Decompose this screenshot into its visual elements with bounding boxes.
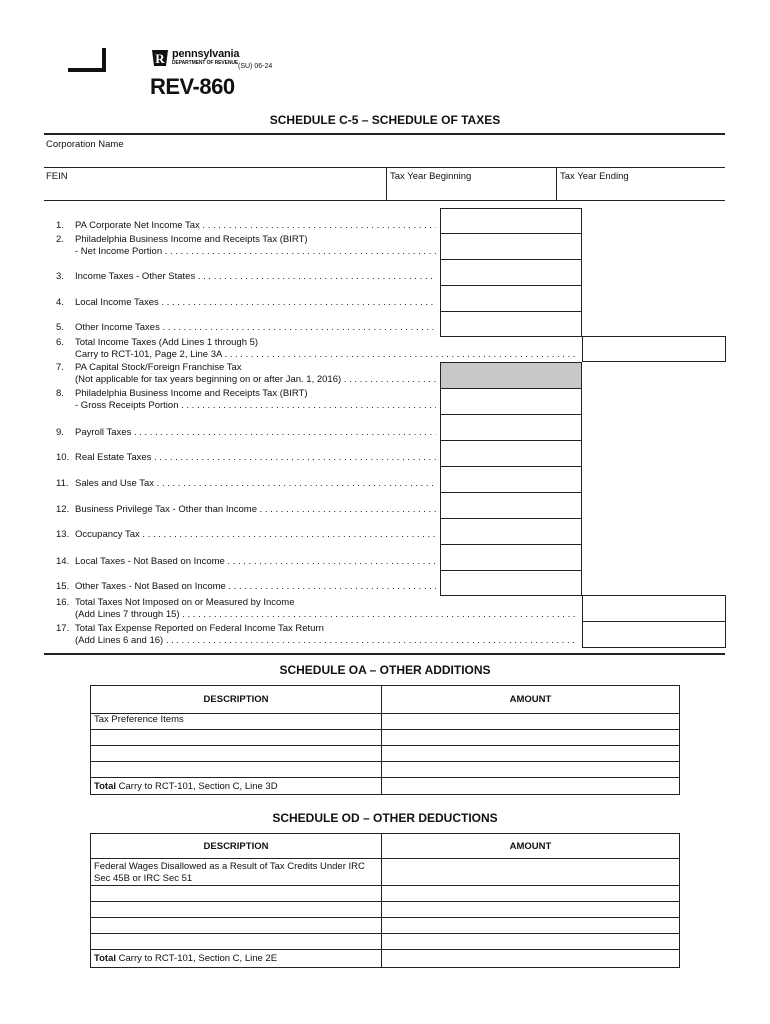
od-total-amount[interactable]	[382, 950, 680, 968]
corporation-name-field[interactable]	[150, 137, 724, 165]
line-number: 11.	[56, 478, 69, 489]
schedule-oa-title: SCHEDULE OA – OTHER ADDITIONS	[279, 663, 491, 677]
od-row-description[interactable]	[91, 918, 382, 934]
schedule-c5-title: SCHEDULE C-5 – SCHEDULE OF TAXES	[269, 113, 501, 127]
oa-row-description[interactable]	[91, 730, 382, 746]
line-number: 9.	[56, 427, 64, 438]
department-name: DEPARTMENT OF REVENUE	[172, 60, 239, 66]
line-17-amount[interactable]	[582, 621, 726, 648]
fein-label: FEIN	[46, 171, 68, 182]
od-row-description[interactable]	[91, 886, 382, 902]
line-description: Occupancy Tax . . .	[75, 529, 436, 542]
divider	[44, 167, 725, 168]
oa-row-description[interactable]: Tax Preference Items	[91, 714, 382, 730]
divider	[386, 167, 387, 201]
line-number: 12.	[56, 504, 70, 515]
line-description: Other Taxes - Not Based on Income . . .	[75, 581, 436, 594]
od-total-bold: Total	[94, 953, 116, 964]
line-description: Local Taxes - Not Based on Income . . .	[75, 556, 436, 569]
line-description: Real Estate Taxes . . .	[75, 452, 436, 465]
line-number: 1.	[56, 220, 64, 231]
divider	[44, 200, 725, 201]
od-row-amount[interactable]	[382, 886, 680, 902]
line-description: Total Income Taxes (Add Lines 1 through 5)	[75, 337, 259, 348]
line-description: PA Corporate Net Income Tax . . .	[75, 220, 436, 233]
line-description: PA Capital Stock/Foreign Franchise Tax	[75, 362, 242, 373]
oa-row-amount[interactable]	[382, 714, 680, 730]
line-description: Other Income Taxes . . .	[75, 322, 436, 335]
od-row-amount[interactable]	[382, 902, 680, 918]
oa-total-bold: Total	[94, 780, 116, 792]
schedule-oa-table	[90, 685, 680, 795]
od-amount-header: AMOUNT	[382, 834, 680, 859]
form-version: (SU) 06-24	[238, 63, 273, 70]
od-total-label	[91, 950, 382, 968]
line-8-amount[interactable]	[440, 388, 582, 415]
line-7-amount-disabled	[440, 362, 582, 389]
schedule-od-table	[90, 833, 680, 968]
line-1-amount[interactable]	[440, 208, 582, 235]
tax-year-beginning-label: Tax Year Beginning	[390, 171, 472, 182]
oa-row-description[interactable]	[91, 746, 382, 762]
line-number: 3.	[56, 271, 64, 282]
od-row-amount[interactable]	[382, 934, 680, 950]
tax-year-beginning-field[interactable]	[390, 183, 556, 201]
line-description-continued: - Gross Receipts Portion . . .	[75, 400, 436, 413]
schedule-od-title: SCHEDULE OD – OTHER DEDUCTIONS	[272, 811, 498, 825]
svg-text:R: R	[155, 51, 165, 66]
oa-row-description[interactable]	[91, 762, 382, 778]
line-number: 4.	[56, 297, 64, 308]
line-number: 13.	[56, 529, 70, 540]
line-number: 14.	[56, 556, 70, 567]
line-number: 8.	[56, 388, 64, 399]
line-14-amount[interactable]	[440, 544, 582, 571]
oa-total-text: Carry to RCT-101, Section C, Line 3D	[116, 780, 278, 792]
line-description: Income Taxes - Other States . . .	[75, 271, 436, 284]
line-16-amount[interactable]	[582, 595, 726, 622]
divider	[44, 653, 725, 655]
line-description: Sales and Use Tax . . .	[75, 478, 436, 491]
line-number: 2.	[56, 234, 64, 245]
oa-amount-header: AMOUNT	[382, 686, 680, 714]
od-row-description[interactable]	[91, 934, 382, 950]
line-description: Payroll Taxes . . .	[75, 427, 436, 440]
tax-year-ending-field[interactable]	[560, 183, 724, 201]
brand-name: pennsylvania	[172, 48, 240, 60]
oa-row-amount[interactable]	[382, 746, 680, 762]
line-number: 7.	[56, 362, 64, 373]
line-number: 10.	[56, 452, 70, 463]
line-number: 15.	[56, 581, 70, 592]
divider	[556, 167, 557, 201]
line-15-amount[interactable]	[440, 570, 582, 596]
line-description: Total Taxes Not Imposed on or Measured by Income	[75, 597, 295, 608]
corporation-name-label: Corporation Name	[46, 139, 124, 150]
line-number: 16.	[56, 597, 70, 608]
tax-year-ending-label: Tax Year Ending	[560, 171, 629, 182]
fein-field[interactable]	[80, 180, 384, 200]
line-description-continued: - Net Income Portion . . .	[75, 246, 436, 259]
oa-description-header: DESCRIPTION	[91, 686, 382, 714]
line-4-amount[interactable]	[440, 285, 582, 312]
line-description-continued: (Add Lines 6 and 16) . . .	[75, 635, 578, 648]
line-description-continued: (Add Lines 7 through 15) . . .	[75, 609, 578, 622]
line-description-continued: (Not applicable for tax years beginning on or after Jan. 1, 2016) . . .	[75, 374, 436, 387]
od-row-amount[interactable]	[382, 859, 680, 886]
line-11-amount[interactable]	[440, 466, 582, 493]
line-10-amount[interactable]	[440, 440, 582, 467]
oa-row-amount[interactable]	[382, 762, 680, 778]
line-2-amount[interactable]	[440, 233, 582, 260]
line-number: 17.	[56, 623, 70, 634]
line-5-amount[interactable]	[440, 311, 582, 337]
line-description: Philadelphia Business Income and Receipts Tax (BIRT)	[75, 388, 308, 399]
line-13-amount[interactable]	[440, 518, 582, 545]
line-number: 6.	[56, 337, 64, 348]
od-total-text: Carry to RCT-101, Section C, Line 2E	[116, 953, 278, 964]
line-description: Local Income Taxes . . .	[75, 297, 436, 310]
divider	[44, 133, 725, 135]
corner-mark	[68, 48, 106, 72]
od-description-header: DESCRIPTION	[91, 834, 382, 859]
od-row-description[interactable]	[91, 902, 382, 918]
line-description: Philadelphia Business Income and Receipts Tax (BIRT)	[75, 234, 308, 245]
line-description: Total Tax Expense Reported on Federal Income Tax Return	[75, 623, 324, 634]
line-9-amount[interactable]	[440, 414, 582, 441]
oa-row-amount[interactable]	[382, 730, 680, 746]
od-row-description[interactable]: Federal Wages Disallowed as a Result of Tax Credits Under IRC Sec 45B or IRC Sec 51	[91, 859, 382, 886]
od-row-amount[interactable]	[382, 918, 680, 934]
line-6-amount[interactable]	[582, 336, 726, 362]
line-3-amount[interactable]	[440, 259, 582, 286]
oa-total-amount[interactable]	[382, 778, 680, 795]
oa-total-label	[91, 778, 382, 795]
line-description-continued: Carry to RCT-101, Page 2, Line 3A . . .	[75, 349, 578, 362]
line-description: Business Privilege Tax - Other than Income . . .	[75, 504, 436, 517]
line-number: 5.	[56, 322, 64, 333]
form-number: REV-860	[150, 74, 235, 99]
pa-keystone-logo-icon	[150, 48, 170, 68]
line-12-amount[interactable]	[440, 492, 582, 519]
